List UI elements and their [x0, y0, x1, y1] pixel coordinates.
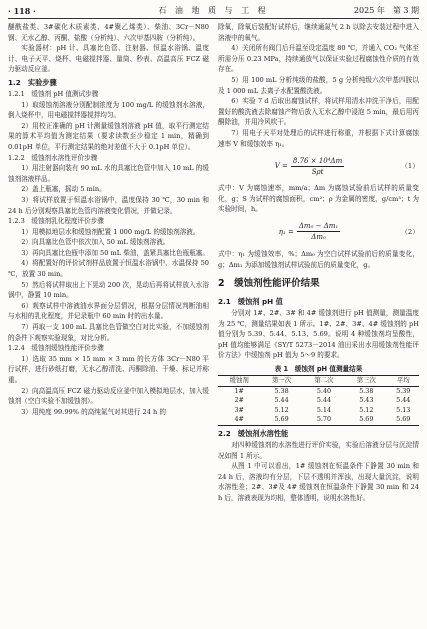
step-paragraph: 6）观察试样中溶液油水界面分层情况，根据分层情况判断油相与水相的乳化程度，并记录瓶中 60 min 时的出水量。 — [8, 301, 209, 321]
step-paragraph: 3）将试样放置于恒温水浴锅中，温度保持 30 ℃，30 min 和 24 h 后分别观察具塞比色管内溶液变化情况，并做记录。 — [8, 195, 209, 215]
equation-2-denominator: Δm₀ — [311, 233, 326, 242]
table-cell: 1# — [234, 386, 244, 395]
step-paragraph: 1）用模拟地层水和缓蚀剂配置 1 000 mg/L 的缓蚀剂溶液。 — [21, 227, 200, 236]
materials-continued: 醚酰盐类、3#碳化木质素类、4#聚乙烯类）、柴油、3Cr－N80 钢、无水乙醇、丙酮、盐酸（分析纯）、六次甲基四胺（分析纯）。 — [8, 23, 209, 42]
step-paragraph: 5）用 100 mL 分析纯级的盐酸，5 g 分析纯级六次甲基四胺以及 1 000 mL 去离子水配置酸洗液。 — [218, 75, 419, 95]
right-column — [218, 22, 419, 504]
subsection-heading-1-2-3: 1.2.3 缓蚀剂乳化程度评价步骤 — [8, 217, 104, 226]
equation-2-numerator: Δm₀ − Δm₁ — [298, 222, 339, 231]
table-cell: 5.69 — [274, 415, 289, 424]
step-continued: 除氧，除氧后装配好试样后，继续通氮气 2 h 以除去安装过程中进入溶液中的氧气。 — [218, 23, 419, 42]
left-column — [8, 22, 209, 417]
table-1-title: 表 1 缓蚀剂 pH 值测量结果 — [274, 365, 363, 374]
table-row — [218, 396, 419, 406]
table-cell: 5.14 — [316, 405, 332, 414]
equation-2-number: （2） — [401, 227, 419, 236]
section-heading-1-2: 1.2 实验步骤 — [8, 77, 57, 87]
step-paragraph: 1）选取 35 mm × 15 mm × 3 mm 的长方体 3Cr－N80 平行试样，进行砂纸打磨，无水乙醇清洗、丙酮除油、干燥、标记并称重。 — [8, 354, 209, 384]
step-paragraph: 7）再取一支 100 mL 具塞比色管做空白对比实验，不加缓蚀剂的条件下观察实验现象，对比分析。 — [8, 323, 209, 342]
step-paragraph: 3）再向具塞比色瓶中添加 50 mL 柴油，盖紧具塞比色瓶瓶塞。 — [21, 248, 209, 257]
section-heading-2: 2 缓蚀剂性能评价结果 — [218, 278, 320, 290]
journal-title: 石 油 地 质 与 工 程 — [158, 6, 269, 15]
table-cell: 5.38 — [359, 386, 374, 395]
step-paragraph: 6）实验 7 d 后取出腐蚀试样，将试样用清水冲洗干净后，用配置好的酸洗液去除腐蚀产物后放入无水乙醇中浸泡 5 min，最后用丙酮除油，并用冷风吹干。 — [218, 97, 419, 127]
table-cell: 2# — [234, 396, 244, 405]
table-cell: 5.39 — [396, 386, 411, 395]
step-paragraph: 1）取缓蚀剂溶液分别配制浓度为 100 mg/L 的缓蚀剂水溶液，倒入烧杯中，用电磁搅拌器搅拌均匀。 — [8, 100, 209, 120]
section-heading-2-2: 2.2 缓蚀剂水溶性能 — [218, 429, 289, 439]
step-paragraph: 4）将配置好的评价试剂样品放置于恒温水浴锅中，水温保持 50 ℃，放置 30 min。 — [8, 259, 209, 279]
table-cell: 5.12 — [274, 405, 289, 414]
table-cell: 5.38 — [274, 386, 289, 395]
table-cell: 5.44 — [396, 396, 411, 405]
table-cell: 5.69 — [396, 415, 411, 424]
equation-1-number: （1） — [401, 161, 419, 170]
table-cell: 5.70 — [316, 415, 332, 424]
step-paragraph: 4）关闭所有阀门后升温至设定温度 80 ℃，并通入 CO₂ 气体至所需分压 0.23 MPa，持续通放气以保证实验过程腐蚀性介质的有效存在。 — [218, 44, 419, 74]
table-cell: 5.13 — [396, 405, 411, 414]
table-cell: 5.40 — [316, 386, 332, 395]
column-header: 第二次 — [303, 376, 345, 387]
equation-2 — [218, 219, 419, 245]
step-paragraph: 5）然后将试样取出上下晃动 200 次，晃动后再将试样放入水浴锅中，静置 10 min。 — [8, 280, 209, 300]
table-cell: 5.43 — [359, 396, 374, 405]
table-cell: 5.12 — [359, 405, 374, 414]
step-paragraph: 2）向具塞比色管中依次加入 50 mL 缓蚀剂溶液。 — [21, 238, 170, 247]
table-row — [218, 415, 419, 425]
subsection-heading-1-2-4: 1.2.4 缓蚀剂缓蚀性能评价步骤 — [8, 344, 104, 353]
table-header-row — [218, 376, 419, 387]
table-cell: 5.44 — [274, 396, 289, 405]
table-row — [218, 386, 419, 396]
equation-2-where: 式中：η₁ 为缓蚀效率，%；Δm₀ 为空白试样试验前后的质量变化，g；Δm₁ 为添加缓蚀剂试样试验前后的质量变化，g。 — [218, 249, 419, 269]
step-paragraph: 1）用注射器向装有 90 mL 水的具塞比色管中加入 10 mL 的缓蚀剂溶液样品。 — [8, 164, 209, 183]
equation-1-numerator: 8.76 × 10⁴Δm — [292, 156, 343, 165]
equipment-paragraph: 实验器材：pH 计、具塞比色管、注射器、恒温水浴锅、温度计、电子天平、烧杯、电磁搅拌器、量筒、秒表、高温高压 FCZ 磁力驱动反应釜。 — [8, 44, 209, 74]
equation-1-where: 式中：V 为腐蚀速率，mm/a；Δm 为腐蚀试验前后试样的质量变化，g；S 为试样的腐蚀面积，cm²；ρ 为金属的密度，g/cm³；t 为实验时间，h。 — [218, 184, 419, 214]
step-paragraph: 2）用校正准确的 pH 计测量缓蚀剂溶液 pH 值，取平行测定结果的算术平均值为测定结果（要求读数至少稳定 1 min，精确到 0.01pH 单位，平行测定结果的绝对差值不大于 0.1pH 单位）。 — [8, 121, 209, 151]
column-header: 平均 — [388, 376, 420, 387]
solubility-paragraph: 从图 1 中可以看出，1# 缓蚀剂在恒温条件下静置 30 min 和 24 h 后，溶液均有分层，下层不透明并浑浊，出现大量沉淀，说明水溶性差；2#、3#及 4# 缓蚀剂在恒温条件下静置 30 min 和 24 h 后，溶液表现为均相，整体透明，说明水溶性好。 — [218, 462, 419, 502]
solubility-paragraph: 对四种缓蚀剂的水溶性进行评价实验，实验后溶液分层与沉淀情况如图 1 所示。 — [218, 441, 419, 460]
step-paragraph: 3）用纯度 99.99% 的高纯氮气对其进行 24 h 的 — [21, 407, 166, 416]
ph-results-table — [218, 375, 419, 426]
table-cell: 5.69 — [359, 415, 374, 424]
column-header: 第三次 — [345, 376, 387, 387]
table-cell: 5.44 — [316, 396, 332, 405]
table-row — [218, 406, 419, 416]
ph-results-paragraph: 分别对 1#、2#、3# 和 4# 缓蚀剂进行 pH 值测量，测量温度为 25 ℃，测量结果如表 1 所示。1#、2#、3#、4# 缓蚀剂的 pH 值分别为 5.39、5.44、5.13、5.69。说明 4 种缓蚀剂均呈酸性，pH 值均能够满足《SY/T 5273－2014 油田采出水用缓蚀剂性能评价方法》中缓蚀剂 pH 值为 5～9 的要求。 — [218, 309, 419, 360]
step-paragraph: 7）用电子天平对处理后的试样进行称重，并根据下式计算腐蚀速率 V 和缓蚀效率 η₁。 — [218, 128, 419, 148]
column-header: 第一次 — [260, 376, 302, 387]
equation-1-denominator: Sρt — [311, 167, 324, 176]
page-header — [8, 4, 419, 19]
subsection-heading-1-2-2: 1.2.2 缓蚀剂水溶性评价步骤 — [8, 153, 98, 162]
table-cell: 3# — [234, 405, 244, 414]
page-number: · 118 · — [8, 6, 36, 16]
section-heading-2-1: 2.1 缓蚀剂 pH 值 — [218, 297, 283, 307]
equation-2-lhs: η₁ = — [278, 227, 294, 236]
equation-1 — [218, 153, 419, 179]
equation-1-lhs: V = — [274, 161, 288, 170]
subsection-heading-1-2-1: 1.2.1 缓蚀剂 pH 值测试步骤 — [8, 89, 99, 98]
column-header: 缓蚀剂 — [218, 376, 260, 387]
step-paragraph: 2）盖上瓶塞，摇动 5 min。 — [21, 185, 106, 194]
issue-label: 2025 年 第 3 期 — [353, 6, 419, 15]
step-paragraph: 2）向高温高压 FCZ 磁力驱动反应釜中加入模拟地层水，加入缓蚀剂（空白实验不加缓蚀剂）。 — [8, 386, 209, 406]
table-cell: 4# — [234, 415, 244, 424]
